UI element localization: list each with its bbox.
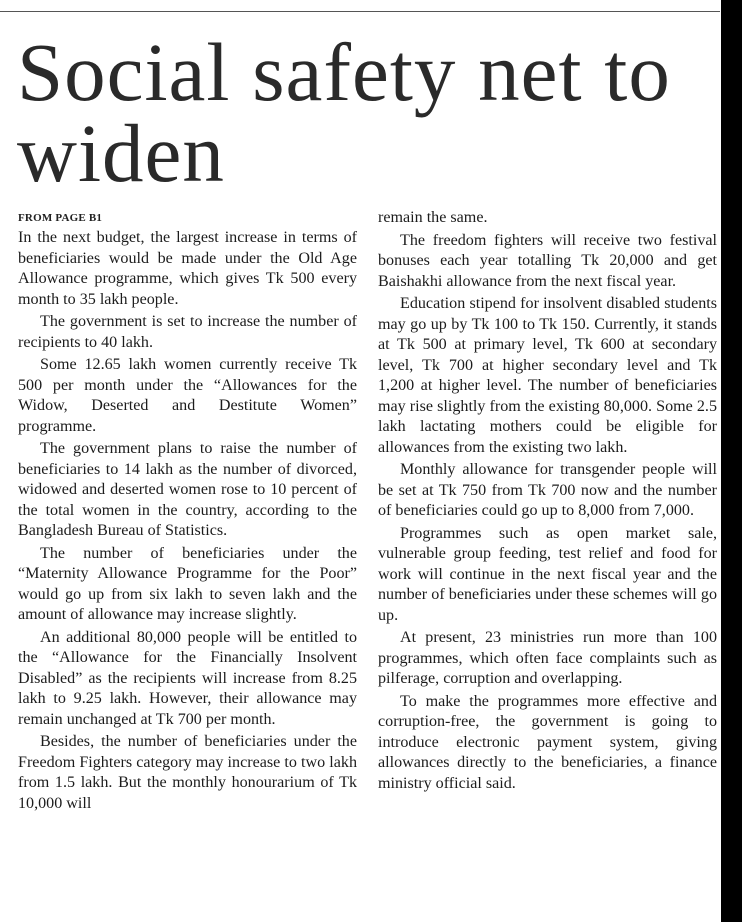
paragraph: The number of beneficiaries under the “Maternity Allowance Programme for the Poor” would go up from six lakh to seven lakh and the amount of allowance may increase slightly. <box>18 544 357 623</box>
paragraph: Monthly allowance for transgender people will be set at Tk 750 from Tk 700 now and the number of beneficiaries could go up to 8,000 from 7,000. <box>378 461 717 519</box>
paragraph: To make the programmes more effective and corruption-free, the government is going to introduce electronic payment system, giving allowances directly to the beneficiaries, a finance ministry official said. <box>378 692 717 792</box>
paragraph: Some 12.65 lakh women currently receive Tk 500 per month under the “Allowances for the Widow, Deserted and Destitute Women” programme. <box>18 356 357 435</box>
paragraph: Besides, the number of beneficiaries under the Freedom Fighters category may increase to two lakh from 1.5 lakh. But the monthly honourarium of Tk 10,000 will <box>18 733 357 812</box>
paragraph: The government plans to raise the number of beneficiaries to 14 lakh as the number of divorced, widowed and deserted women rose to 10 percent of the total women in the country, according to the Bangladesh Bureau of Statistics. <box>18 440 357 539</box>
paragraph: At present, 23 ministries run more than 100 programmes, which often face complaints such as pilferage, corruption and overlapping. <box>378 629 717 687</box>
paragraph: The freedom fighters will receive two festival bonuses each year totalling Tk 20,000 and get Baishakhi allowance from the next fiscal year. <box>378 231 717 290</box>
left-column <box>18 228 357 816</box>
paragraph: Education stipend for insolvent disabled students may go up by Tk 100 to Tk 150. Currently, it stands at Tk 500 at primary level, Tk 600 at secondary level, Tk 700 at higher secondary level and Tk 1,200 at higher level. The number of beneficiaries may rise slightly from the existing 80,000. Some 2.5 lakh lactating mothers could be eligible for allowances from the existing two lakh. <box>378 295 717 456</box>
dateline: FROM PAGE B1 <box>18 212 103 224</box>
headline: Social safety net to widen <box>17 26 671 199</box>
right-column <box>378 208 717 796</box>
paragraph: In the next budget, the largest increase in terms of beneficiaries would be made under the Old Age Allowance programme, which gives Tk 500 every month to 35 lakh people. <box>18 229 357 308</box>
paragraph: The government is set to increase the number of recipients to 40 lakh. <box>18 313 357 351</box>
page-edge-bar <box>721 0 742 922</box>
paragraph: An additional 80,000 people will be entitled to the “Allowance for the Financially Insolvent Disabled” as the recipients will increase from 8.25 lakh to 9.25 lakh. However, their allowance may remain unchanged at Tk 700 per month. <box>18 628 357 728</box>
paragraph: Programmes such as open market sale, vulnerable group feeding, test relief and food for work will continue in the next fiscal year and the number of beneficiaries under these schemes will go up. <box>378 524 717 624</box>
paragraph: remain the same. <box>378 209 488 226</box>
top-rule <box>0 11 720 12</box>
